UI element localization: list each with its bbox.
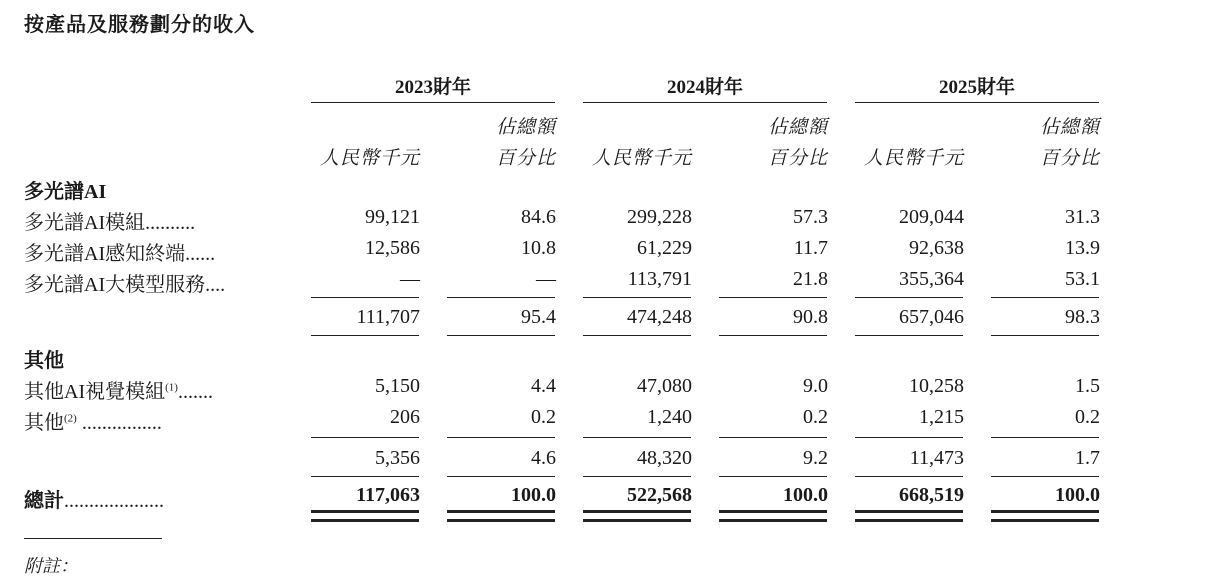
- subtotal-rule: [991, 297, 1099, 298]
- total-cell: 100.0: [783, 484, 828, 506]
- pct-header-line2: 百分比: [495, 148, 556, 169]
- section-heading-multispectral: 多光譜AI: [24, 181, 107, 203]
- leader-dots: ................: [76, 412, 162, 434]
- cell: 13.9: [1065, 237, 1100, 259]
- subtotal-cell: 4.6: [531, 447, 556, 469]
- total-cell: 100.0: [1055, 484, 1100, 506]
- subtotal-rule: [855, 335, 963, 336]
- subtotal-rule: [855, 297, 963, 298]
- subtotal-cell: 11,473: [909, 447, 964, 469]
- leader-dots: ....: [205, 274, 226, 296]
- cell: 4.4: [531, 375, 556, 397]
- cell: 113,791: [627, 268, 692, 290]
- subtotal-cell: 1.7: [1075, 447, 1100, 469]
- cell: 21.8: [793, 268, 828, 290]
- subtotal-cell: 48,320: [637, 447, 692, 469]
- subtotal-rule: [719, 297, 827, 298]
- pct-header-line1: 佔總額: [1039, 117, 1100, 138]
- row-label: 其他AI視覺模組$^{(1)}$.......: [24, 381, 213, 403]
- section-title: 按產品及服務劃分的收入: [24, 14, 255, 36]
- cell: 9.0: [803, 375, 828, 397]
- subtotal-rule: [447, 437, 555, 438]
- subtotal-rule: [719, 335, 827, 336]
- total-cell: 100.0: [511, 484, 556, 506]
- cell: 47,080: [637, 375, 692, 397]
- pct-header-line2: 百分比: [767, 148, 828, 169]
- cell: 206: [390, 406, 420, 428]
- subtotal-rule: [855, 476, 963, 477]
- cell: 53.1: [1065, 268, 1100, 290]
- cell: 11.7: [793, 237, 828, 259]
- subtotal-cell: 111,707: [356, 306, 420, 328]
- pct-header-line1: 佔總額: [495, 117, 556, 138]
- subtotal-rule: [991, 476, 1099, 477]
- amount-header: 人民幣千元: [591, 148, 692, 169]
- total-cell: 117,063: [356, 484, 420, 506]
- cell: 355,364: [899, 268, 964, 290]
- subtotal-rule: [311, 297, 419, 298]
- section-heading-others: 其他: [24, 350, 64, 372]
- cell: 12,586: [365, 237, 420, 259]
- year-underline: [311, 102, 555, 103]
- subtotal-cell: 90.8: [793, 306, 828, 328]
- subtotal-rule: [311, 476, 419, 477]
- row-label: 多光譜AI大模型服務....: [24, 274, 226, 296]
- cell: 0.2: [1075, 406, 1100, 428]
- cell: 1,215: [919, 406, 964, 428]
- subtotal-rule: [311, 335, 419, 336]
- cell: 0.2: [531, 406, 556, 428]
- subtotal-rule: [719, 476, 827, 477]
- cell: 0.2: [803, 406, 828, 428]
- total-double-rule: [991, 510, 1099, 522]
- cell: 61,229: [637, 237, 692, 259]
- subtotal-cell: 98.3: [1065, 306, 1100, 328]
- subtotal-cell: 5,356: [375, 447, 420, 469]
- total-double-rule: [447, 510, 555, 522]
- leader-dots: ....................: [64, 490, 164, 512]
- row-label: 多光譜AI模組..........: [24, 212, 196, 234]
- subtotal-rule: [583, 437, 691, 438]
- amount-header: 人民幣千元: [863, 148, 964, 169]
- subtotal-rule: [991, 437, 1099, 438]
- row-label: 多光譜AI感知終端......: [24, 243, 216, 265]
- pct-header-line1: 佔總額: [767, 117, 828, 138]
- subtotal-rule: [583, 476, 691, 477]
- year-underline: [583, 102, 827, 103]
- footnote-rule: [24, 538, 162, 539]
- total-double-rule: [719, 510, 827, 522]
- year-header-2023: 2023財年: [394, 77, 471, 98]
- row-label: 其他$^{(2)}$ ................: [24, 412, 162, 434]
- cell: 10,258: [909, 375, 964, 397]
- footnote-heading: 附註：: [24, 556, 78, 576]
- footnote-ref: (1): [165, 381, 178, 394]
- leader-dots: ..........: [145, 212, 196, 234]
- subtotal-rule: [991, 335, 1099, 336]
- total-label: 總計....................: [24, 490, 164, 512]
- subtotal-rule: [583, 297, 691, 298]
- total-cell: 522,568: [627, 484, 692, 506]
- year-header-2025: 2025財年: [938, 77, 1015, 98]
- subtotal-rule: [447, 476, 555, 477]
- leader-dots: ......: [185, 243, 216, 265]
- subtotal-cell: 9.2: [803, 447, 828, 469]
- subtotal-rule: [855, 437, 963, 438]
- year-underline: [855, 102, 1099, 103]
- year-header-2024: 2024財年: [666, 77, 743, 98]
- subtotal-cell: 657,046: [899, 306, 964, 328]
- subtotal-rule: [447, 297, 555, 298]
- cell: 10.8: [521, 237, 556, 259]
- cell: 57.3: [793, 206, 828, 228]
- subtotal-rule: [583, 335, 691, 336]
- cell: 99,121: [365, 206, 420, 228]
- leader-dots: .......: [177, 381, 213, 403]
- subtotal-rule: [447, 335, 555, 336]
- total-cell: 668,519: [899, 484, 964, 506]
- cell: 5,150: [375, 375, 420, 397]
- cell: 31.3: [1065, 206, 1100, 228]
- subtotal-rule: [311, 437, 419, 438]
- subtotal-cell: 474,248: [627, 306, 692, 328]
- cell: 92,638: [909, 237, 964, 259]
- pct-header-line2: 百分比: [1039, 148, 1100, 169]
- cell: —: [536, 268, 556, 290]
- subtotal-cell: 95.4: [521, 306, 556, 328]
- total-double-rule: [583, 510, 691, 522]
- cell: —: [400, 268, 420, 290]
- cell: 1,240: [647, 406, 692, 428]
- cell: 84.6: [521, 206, 556, 228]
- cell: 209,044: [899, 206, 964, 228]
- footnote-ref: (2): [64, 412, 77, 425]
- subtotal-rule: [719, 437, 827, 438]
- cell: 299,228: [627, 206, 692, 228]
- amount-header: 人民幣千元: [319, 148, 420, 169]
- cell: 1.5: [1075, 375, 1100, 397]
- total-double-rule: [855, 510, 963, 522]
- total-double-rule: [311, 510, 419, 522]
